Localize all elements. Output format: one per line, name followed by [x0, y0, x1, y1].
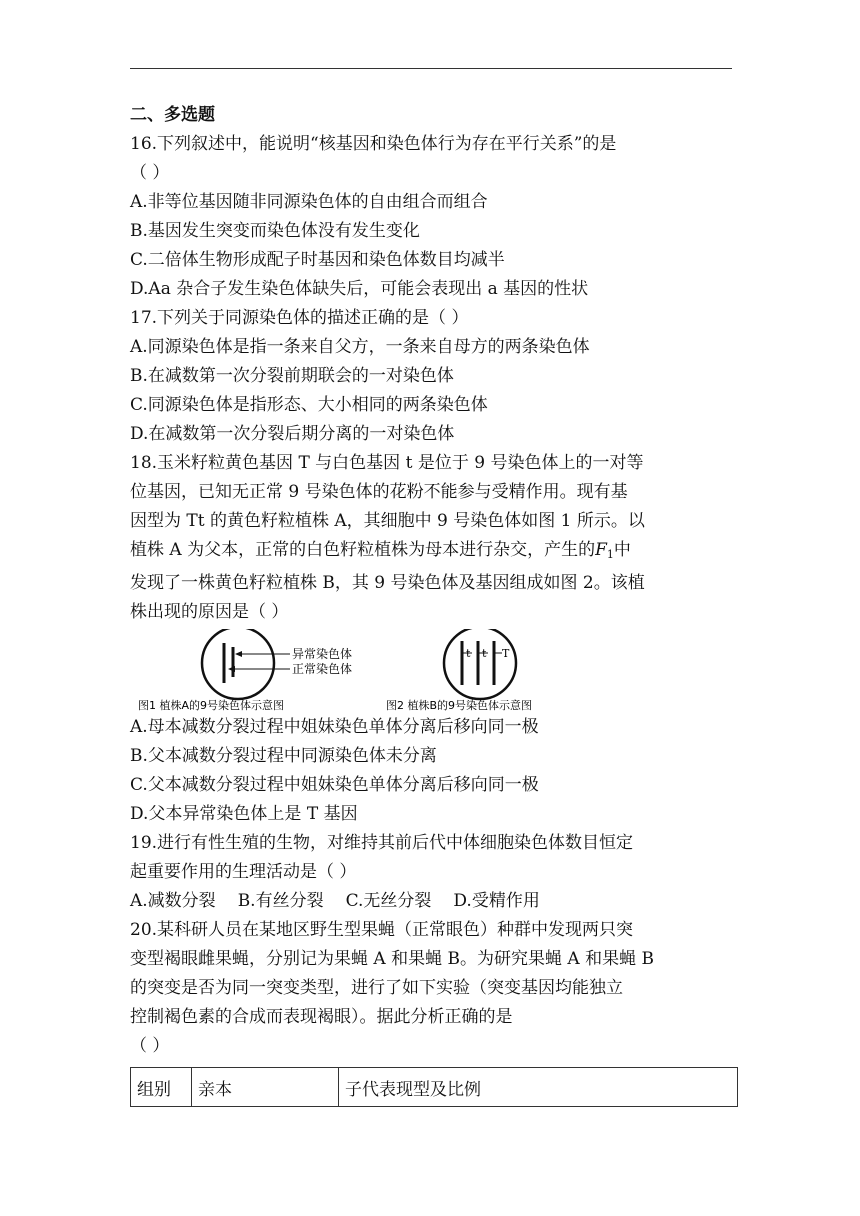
- q19-option-a: A.减数分裂: [130, 891, 216, 911]
- q17-option-d: D.在减数第一次分裂后期分离的一对染色体: [130, 424, 455, 444]
- q18-option-a: A.母本减数分裂过程中姐妹染色单体分离后移向同一极: [130, 717, 539, 737]
- q18-line-3: 因型为 Tt 的黄色籽粒植株 A，其细胞中 9 号染色体如图 1 所示。以: [130, 511, 645, 531]
- figure-1: [202, 629, 352, 699]
- q18-option-d: D.父本异常染色体上是 T 基因: [130, 804, 358, 824]
- gene-label-t1: t: [466, 647, 471, 660]
- q18-line-6: 株出现的原因是（ ）: [130, 602, 289, 622]
- label-abnormal-chromosome: 异常染色体: [292, 647, 353, 661]
- question-16: [130, 130, 732, 304]
- q16-option-b: B.基因发生突变而染色体没有发生变化: [130, 221, 420, 241]
- cell-outline-1: [202, 629, 274, 699]
- question-19: [130, 829, 732, 916]
- document-body: [130, 100, 732, 1107]
- q18-line-5: 发现了一株黄色籽粒植株 B，其 9 号染色体及基因组成如图 2。该植: [130, 573, 645, 593]
- q16-option-c: C.二倍体生物形成配子时基因和染色体数目均减半: [130, 250, 505, 270]
- q19-option-b: B.有丝分裂: [237, 891, 324, 911]
- q20-line-5: （ ）: [130, 1036, 170, 1056]
- table-header-offspring: 子代表现型及比例: [339, 1068, 738, 1107]
- q19-line-1: 19.进行有性生殖的生物，对维持其前后代中体细胞染色体数目恒定: [130, 833, 634, 853]
- figure-2-caption: 图2 植株B的9号染色体示意图: [386, 699, 533, 712]
- figure-1-caption: 图1 植株A的9号染色体示意图: [138, 699, 285, 712]
- q18-line-4-part-b: 中: [613, 540, 631, 560]
- label-normal-chromosome: 正常染色体: [292, 662, 353, 676]
- q16-stem-line-2: （ ）: [130, 163, 170, 183]
- table-header-row: [131, 1068, 738, 1107]
- q18-option-b: B.父本减数分裂过程中同源染色体未分离: [130, 746, 437, 766]
- q16-option-a: A.非等位基因随非同源染色体的自由组合而组合: [130, 192, 488, 212]
- section-title: 二、多选题: [130, 105, 215, 125]
- table-header-parents: 亲本: [192, 1068, 339, 1107]
- q18-line-2: 位基因，已知无正常 9 号染色体的花粉不能参与受精作用。现有基: [130, 482, 628, 502]
- q19-option-c: C.无丝分裂: [345, 891, 432, 911]
- q19-line-2: 起重要作用的生理活动是（ ）: [130, 862, 357, 882]
- q19-options: [130, 887, 732, 916]
- gene-label-t2: t: [482, 647, 487, 660]
- q20-line-4: 控制褐色素的合成而表现褐眼）。据此分析正确的是: [130, 1007, 513, 1027]
- q18-line-4: [130, 536, 732, 569]
- chromosome-diagram: [130, 629, 732, 713]
- q18-line-4-part-a: 植株 A 为父本，正常的白色籽粒植株为母本进行杂交，产生的: [130, 540, 596, 560]
- q16-option-d: D.Aa 杂合子发生染色体缺失后，可能会表现出 a 基因的性状: [130, 279, 589, 299]
- q17-stem: 17.下列关于同源染色体的描述正确的是（ ）: [130, 308, 469, 328]
- q16-stem-line-1: 16.下列叙述中，能说明“核基因和染色体行为存在平行关系”的是: [130, 134, 617, 154]
- q20-line-1: 20.某科研人员在某地区野生型果蝇（正常眼色）种群中发现两只突: [130, 920, 634, 940]
- question-20: [130, 916, 732, 1107]
- experiment-table: [130, 1067, 738, 1107]
- figure-2: [444, 629, 516, 699]
- gene-label-T: T: [502, 647, 510, 660]
- q17-option-a: A.同源染色体是指一条来自父方，一条来自母方的两条染色体: [130, 337, 590, 357]
- q17-option-b: B.在减数第一次分裂前期联会的一对染色体: [130, 366, 454, 386]
- q20-line-2: 变型褐眼雌果蝇，分别记为果蝇 A 和果蝇 B。为研究果蝇 A 和果蝇 B: [130, 949, 654, 969]
- question-18: [130, 449, 732, 829]
- f1-subscript: 1: [606, 548, 614, 561]
- chromosome-figure: [130, 629, 732, 713]
- q18-option-c: C.父本减数分裂过程中姐妹染色单体分离后移向同一极: [130, 775, 539, 795]
- q19-option-d: D.受精作用: [453, 891, 540, 911]
- table-header-group: 组别: [131, 1068, 192, 1107]
- q18-line-1: 18.玉米籽粒黄色基因 T 与白色基因 t 是位于 9 号染色体上的一对等: [130, 453, 644, 473]
- header-rule: [130, 68, 732, 69]
- q17-option-c: C.同源染色体是指形态、大小相同的两条染色体: [130, 395, 488, 415]
- question-17: [130, 304, 732, 449]
- cell-outline-2: [444, 629, 516, 699]
- q20-line-3: 的突变是否为同一突变类型，进行了如下实验（突变基因均能独立: [130, 978, 623, 998]
- f1-symbol: F: [595, 540, 607, 560]
